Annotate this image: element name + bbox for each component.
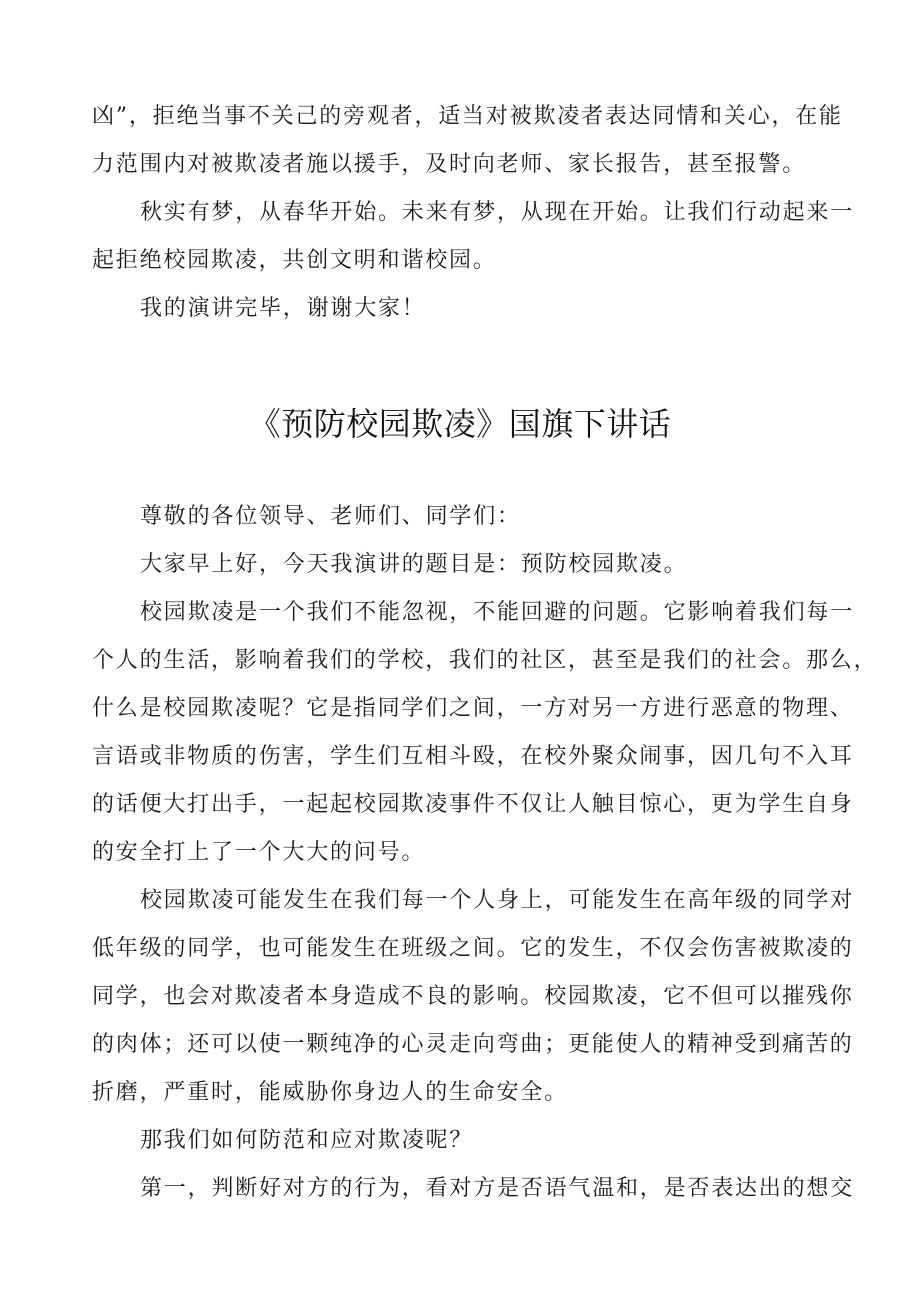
text-line: 的安全打上了一个大大的问号。 [92,840,426,865]
text-line: 的话便大打出手，一起起校园欺凌事件不仅让人触目惊心，更为学生自身 [92,792,854,817]
text-line: 低年级的同学，也可能发生在班级之间。它的发生，不仅会伤害被欺凌的 [92,936,854,961]
text-line: 言语或非物质的伤害，学生们互相斗殴，在校外聚众闹事，因几句不入耳 [92,744,854,769]
speech-title: 《预防校园欺凌》国旗下讲话 [248,405,672,443]
text-line: 什么是校园欺凌呢？它是指同学们之间，一方对另一方进行恶意的物理、 [92,696,854,721]
paragraph-start-line: 校园欺凌可能发生在我们每一个人身上，可能发生在高年级的同学对 [140,888,855,913]
closing-line: 我的演讲完毕，谢谢大家！ [140,296,426,321]
question-line: 那我们如何防范和应对欺凌呢？ [140,1128,474,1153]
text-line: 个人的生活，影响着我们的学校，我们的社区，甚至是我们的社会。那么， [92,648,878,673]
text-line: 凶”，拒绝当事不关己的旁观者，适当对被欺凌者表达同情和关心，在能 [92,104,843,129]
salutation-line: 尊敬的各位领导、老师们、同学们： [140,504,521,529]
text-line: 力范围内对被欺凌者施以援手，及时向老师、家长报告，甚至报警。 [92,152,807,177]
text-line: 的肉体；还可以使一颗纯净的心灵走向弯曲；更能使人的精神受到痛苦的 [92,1032,854,1057]
greeting-line: 大家早上好，今天我演讲的题目是：预防校园欺凌。 [140,552,688,577]
text-line: 折磨，严重时，能威胁你身边人的生命安全。 [92,1080,569,1105]
paragraph-start-line: 秋实有梦，从春华开始。未来有梦，从现在开始。让我们行动起来一 [140,200,855,225]
paragraph-start-line: 第一，判断好对方的行为，看对方是否语气温和，是否表达出的想交 [140,1176,855,1201]
paragraph-start-line: 校园欺凌是一个我们不能忽视，不能回避的问题。它影响着我们每一 [140,600,855,625]
text-line: 起拒绝校园欺凌，共创文明和谐校园。 [92,248,497,273]
text-line: 同学，也会对欺凌者本身造成不良的影响。校园欺凌，它不但可以摧残你 [92,984,854,1009]
